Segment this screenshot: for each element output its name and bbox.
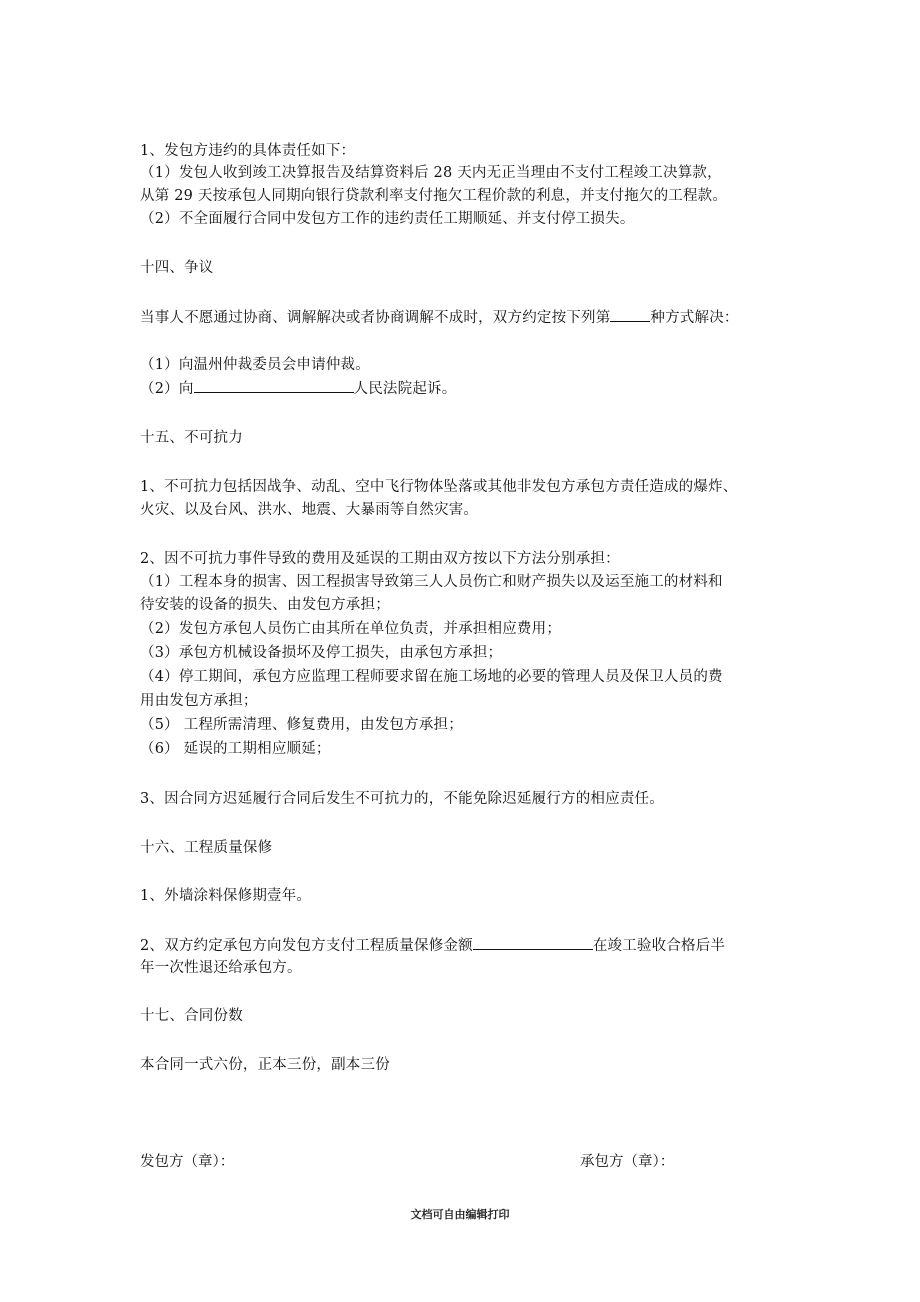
warranty-item-2-line-1: [140, 935, 725, 956]
dispute-method-blank[interactable]: [610, 307, 650, 322]
dispute-intro-text-a: 当事人不愿通过协商、调解解决或者协商调解不成时，双方约定按下列第: [140, 310, 611, 326]
force-majeure-sub-6: （6） 延误的工期相应顺延；: [140, 741, 331, 757]
breach-clause-1-line-1: （1）发包人收到竣工决算报告及结算资料后 28 天内无正当理由不支付工程竣工决算款，: [140, 165, 722, 181]
dispute-option-2-text-a: （2）向: [140, 381, 194, 397]
court-name-blank[interactable]: [194, 378, 354, 393]
contractor-seal-label: 承包方（章）：: [580, 1154, 675, 1170]
force-majeure-item-3: 3、因合同方迟延履行合同后发生不可抗力的，不能免除迟延履行方的相应责任。: [140, 791, 664, 807]
section-16-title: 十六、工程质量保修: [140, 840, 273, 856]
force-majeure-sub-5: （5） 工程所需清理、修复费用，由发包方承担；: [140, 717, 463, 733]
breach-clause-2: （2）不全面履行合同中发包方工作的违约责任工期顺延、并支付停工损失。: [140, 211, 635, 227]
force-majeure-sub-4-line-2: 用由发包方承担；: [140, 693, 258, 709]
force-majeure-sub-1-line-2: 待安装的设备的损失、由发包方承担；: [140, 597, 390, 613]
force-majeure-sub-3: （3）承包方机械设备损坏及停工损失，由承包方承担；: [140, 645, 503, 661]
force-majeure-sub-4-line-1: （4）停工期间，承包方应监理工程师要求留在施工场地的必要的管理人员及保卫人员的费: [140, 669, 723, 685]
force-majeure-sub-2: （2）发包方承包人员伤亡由其所在单位负责，并承担相应费用；: [140, 621, 562, 637]
warranty-item-2-text-a: 2、双方约定承包方向发包方支付工程质量保修金额: [140, 938, 473, 954]
force-majeure-item-1-line-1: 1、不可抗力包括因战争、动乱、空中飞行物体坠落或其他非发包方承包方责任造成的爆炸、: [140, 479, 738, 495]
breach-clause-1-line-2: 从第 29 天按承包人同期向银行贷款利率支付拖欠工程价款的利息，并支付拖欠的工程款。: [140, 188, 728, 204]
force-majeure-sub-1-line-1: （1）工程本身的损害、因工程损害导致第三人人员伤亡和财产损失以及运至施工的材料和: [140, 574, 723, 590]
dispute-option-2-text-b: 人民法院起诉。: [353, 381, 457, 397]
dispute-option-1: （1）向温州仲裁委员会申请仲裁。: [140, 357, 370, 373]
force-majeure-item-1-line-2: 火灾、以及台风、洪水、地震、大暴雨等自然灾害。: [140, 502, 479, 518]
force-majeure-item-2: 2、因不可抗力事件导致的费用及延误的工期由双方按以下方法分别承担：: [140, 551, 620, 567]
warranty-item-1: 1、外墙涂料保修期壹年。: [140, 888, 312, 904]
section-15-title: 十五、不可抗力: [140, 430, 243, 446]
section-17-title: 十七、合同份数: [140, 1008, 243, 1024]
employer-seal-label: 发包方（章）：: [140, 1154, 235, 1170]
page-footer: 文档可自由编辑打印: [410, 1208, 510, 1221]
copies-text: 本合同一式六份，正本三份，副本三份: [140, 1057, 390, 1073]
dispute-intro: [140, 307, 739, 328]
warranty-item-2-text-b: 在竣工验收合格后半: [592, 938, 726, 954]
dispute-intro-text-b: 种方式解决：: [650, 310, 739, 326]
section-14-title: 十四、争议: [140, 260, 214, 276]
warranty-item-2-line-2: 年一次性退还给承包方。: [140, 960, 302, 976]
warranty-amount-blank[interactable]: [473, 935, 593, 950]
dispute-option-2: [140, 378, 456, 399]
breach-heading: 1、发包方违约的具体责任如下：: [140, 143, 356, 159]
